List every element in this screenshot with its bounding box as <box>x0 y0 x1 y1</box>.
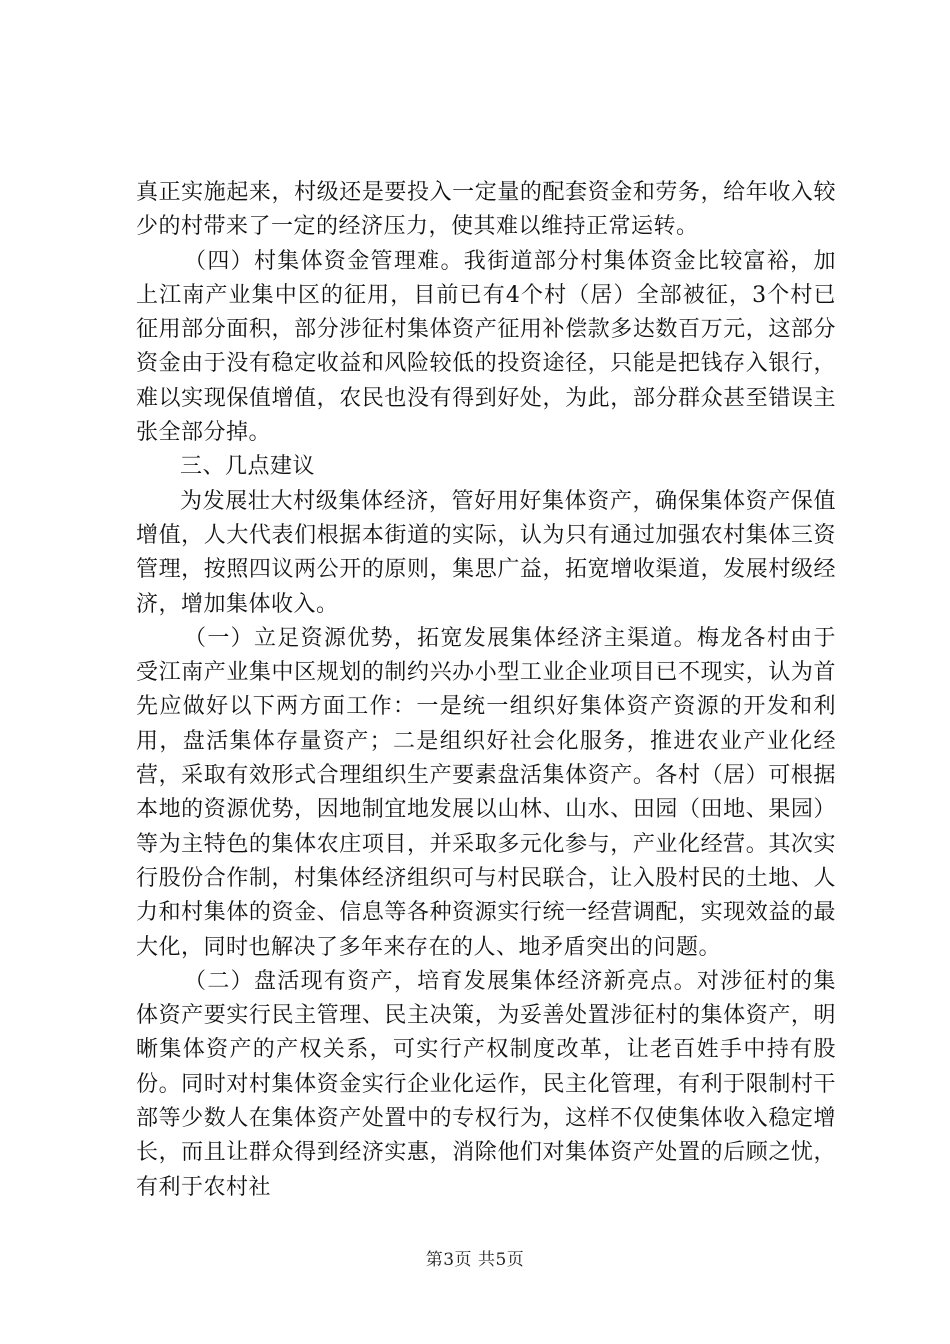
paragraph-continuation: 真正实施起来，村级还是要投入一定量的配套资金和劳务，给年收入较少的村带来了一定的经济压力，使其难以维持正常运转。 <box>136 180 836 240</box>
section-heading-suggestions: 三、几点建议 <box>180 454 316 480</box>
document-body <box>136 176 836 1205</box>
paragraph-suggestion-one: （一）立足资源优势，拓宽发展集体经济主渠道。梅龙各村由于受江南产业集中区规划的制约兴办小型工业企业项目已不现实，认为首先应做好以下两方面工作：一是统一组织好集体资产资源的开发和利用，盘活集体存量资产；二是组织好社会化服务，推进农业产业化经营，采取有效形式合理组织生产要素盘活集体资产。各村（居）可根据本地的资源优势，因地制宜地发展以山林、山水、田园（田地、果园）等为主特色的集体农庄项目，并采取多元化参与，产业化经营。其次实行股份合作制，村集体经济组织可与村民联合，让入股村民的土地、人力和村集体的资金、信息等各种资源实行统一经营调配，实现效益的最大化，同时也解决了多年来存在的人、地矛盾突出的问题。 <box>136 625 836 960</box>
paragraph-suggestions-intro: 为发展壮大村级集体经济，管好用好集体资产，确保集体资产保值增值，人大代表们根据本街道的实际，认为只有通过加强农村集体三资管理，按照四议两公开的原则，集思广益，拓宽增收渠道，发展村级经济，增加集体收入。 <box>136 488 836 617</box>
paragraph-section-four: （四）村集体资金管理难。我街道部分村集体资金比较富裕，加上江南产业集中区的征用，目前已有4个村（居）全部被征，3个村已征用部分面积，部分涉征村集体资产征用补偿款多达数百万元，这部分资金由于没有稳定收益和风险较低的投资途径，只能是把钱存入银行，难以实现保值增值，农民也没有得到好处，为此，部分群众甚至错误主张全部分掉。 <box>136 248 836 446</box>
paragraph-suggestion-two: （二）盘活现有资产，培育发展集体经济新亮点。对涉征村的集体资产要实行民主管理、民主决策，为妥善处置涉征村的集体资产，明晰集体资产的产权关系，可实行产权制度改革，让老百姓手中持有股份。同时对村集体资金实行企业化运作，民主化管理，有利于限制村干部等少数人在集体资产处置中的专权行为，这样不仅使集体收入稳定增长，而且让群众得到经济实惠，消除他们对集体资产处置的后顾之忧，有利于农村社 <box>136 968 836 1200</box>
page-number-footer: 第3页 共5页 <box>425 1250 525 1270</box>
